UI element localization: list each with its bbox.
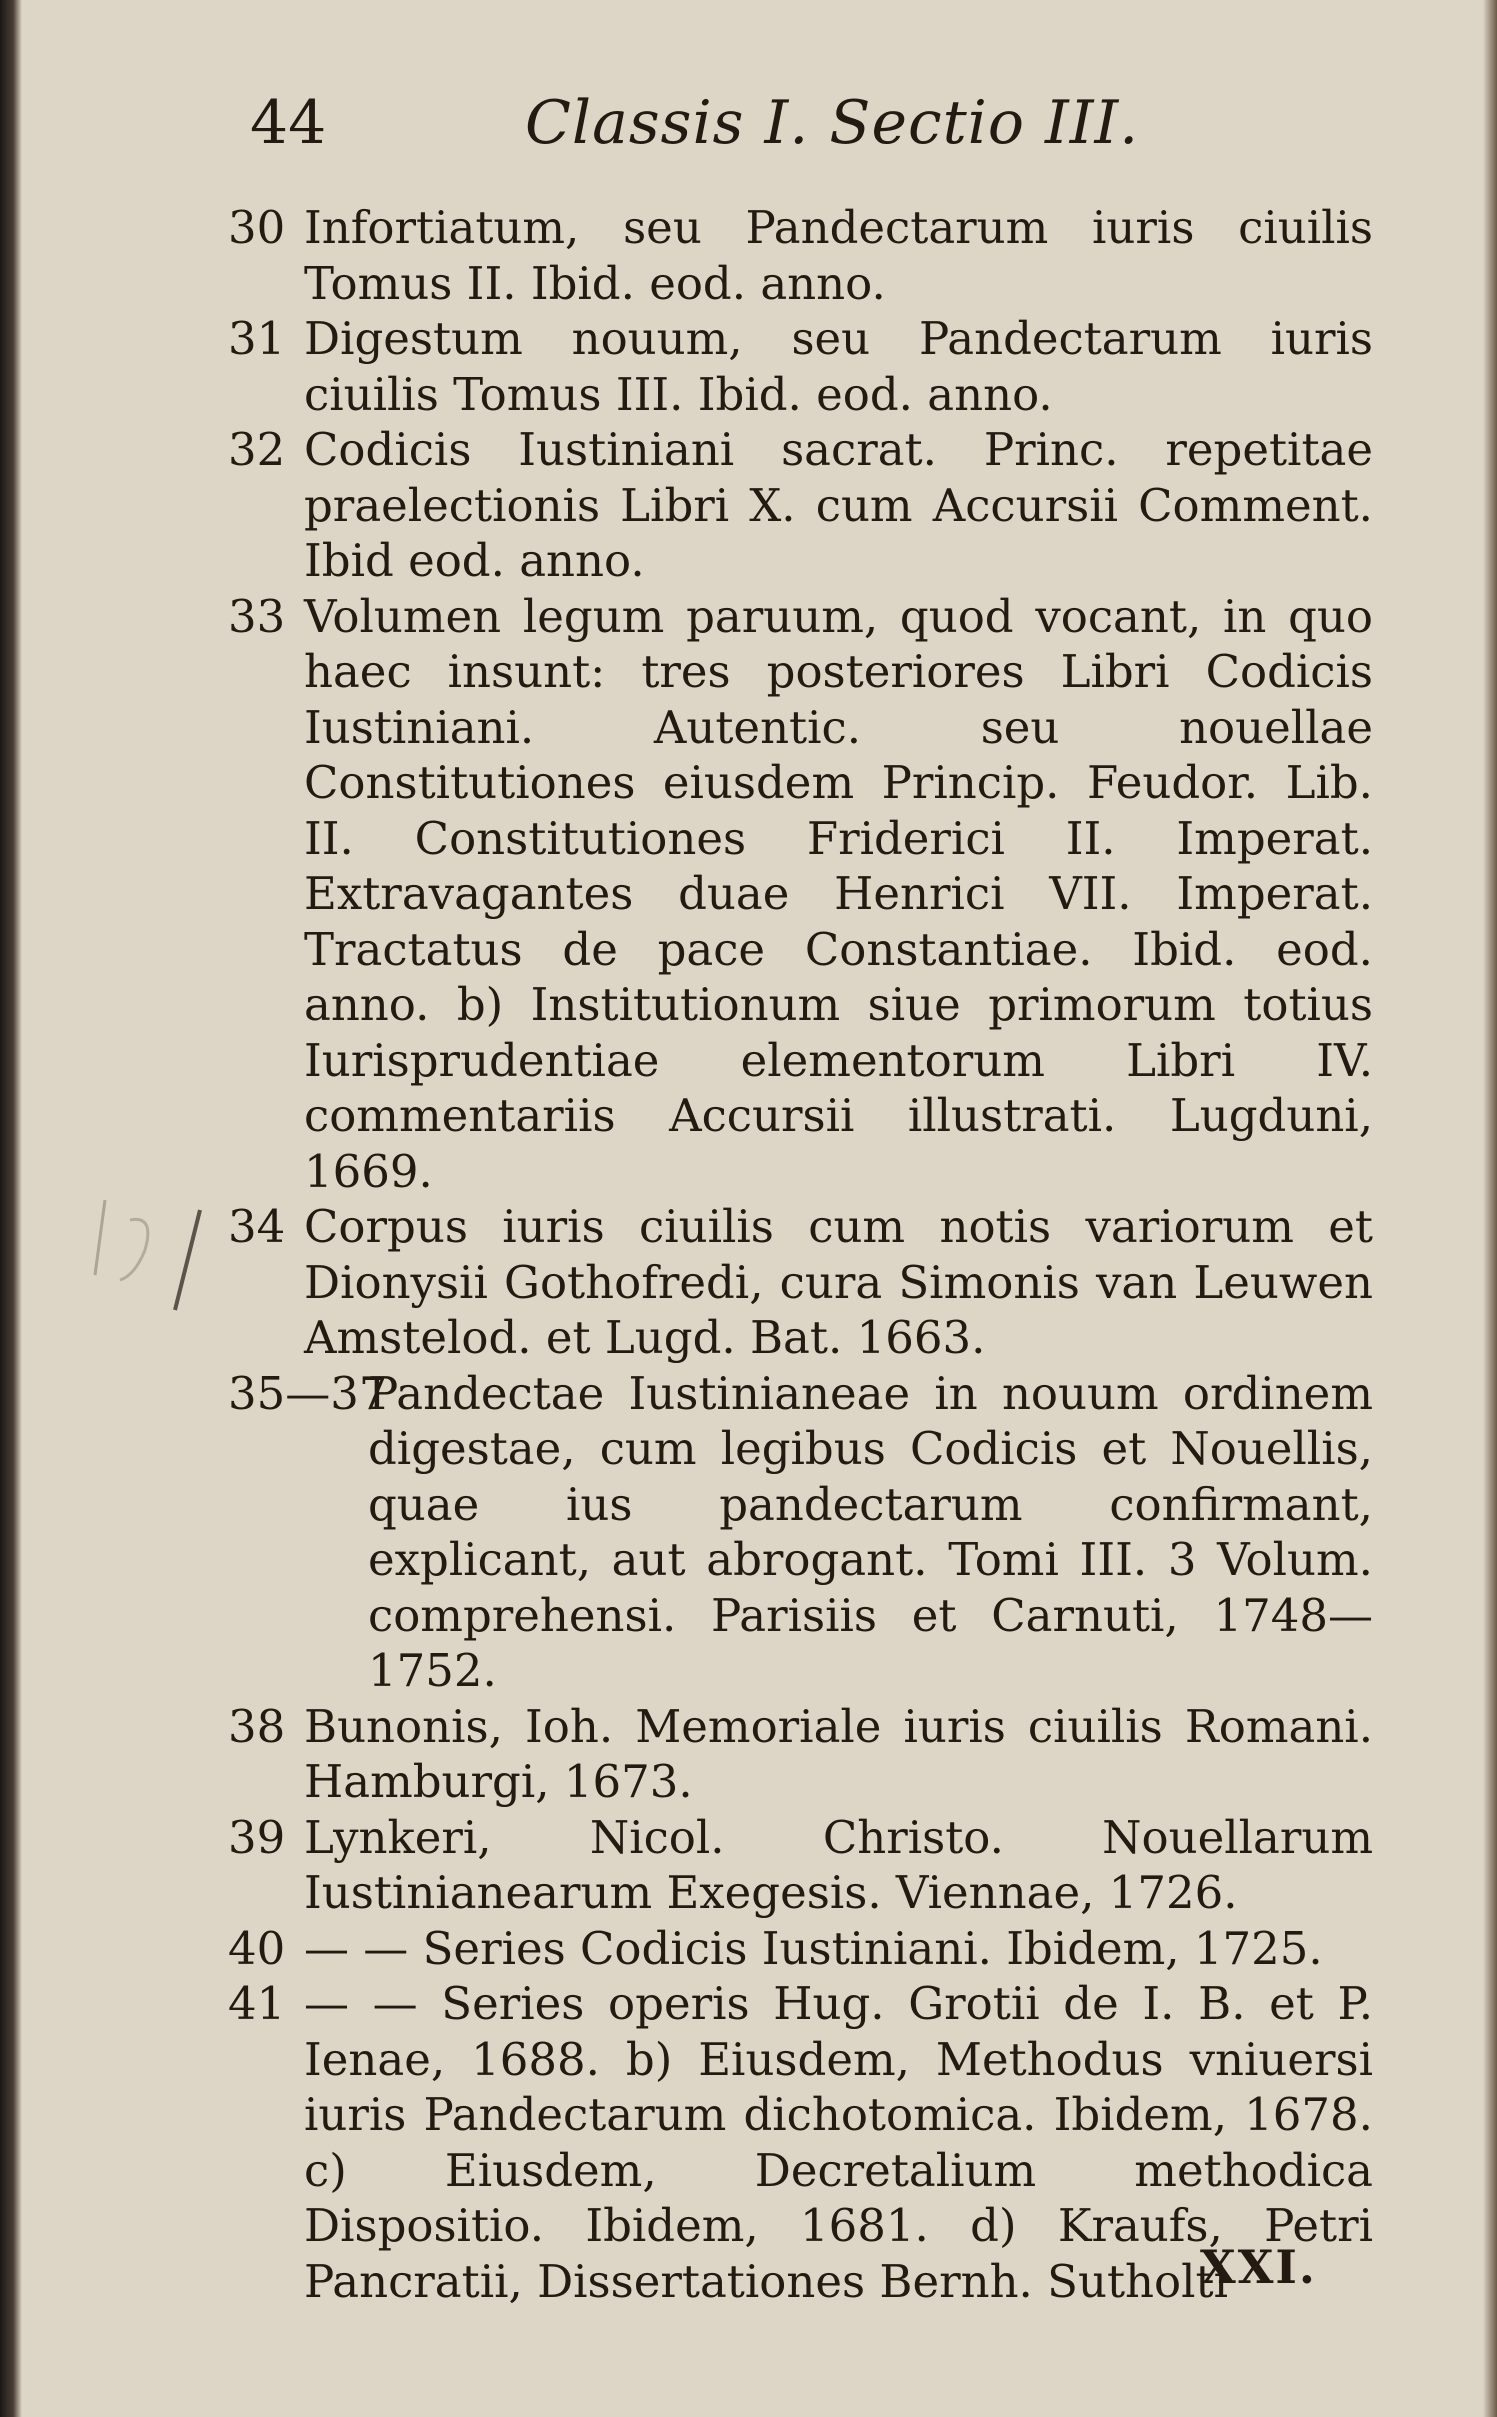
pencil-annotation-mark [35, 1180, 225, 1320]
catalog-entry-35-37 [228, 1366, 1373, 1699]
entry-number: 32 [228, 423, 286, 476]
entry-text: Digestum nouum, seu Pandectarum iuris ciuilis Tomus III. Ibid. eod. anno. [304, 312, 1373, 421]
catalog-entry-39 [228, 1810, 1373, 1921]
catalog-entry-40 [228, 1921, 1373, 1977]
catalog-entry-32 [228, 422, 1373, 589]
entry-text: Codicis Iustiniani sacrat. Princ. repetitae praelectionis Libri X. cum Accursii Comment. Ibid eod. anno. [304, 423, 1373, 587]
page-header [250, 88, 1150, 168]
page-edge [1483, 0, 1497, 2417]
catchword: XXI. [1200, 2240, 1317, 2294]
catalog-entry-34 [228, 1199, 1373, 1366]
page-number: 44 [250, 88, 327, 158]
catalog-entry-31 [228, 311, 1373, 422]
entry-number: 35—37 [228, 1366, 388, 1420]
spine-shadow [0, 0, 22, 2417]
entry-text: Pandectae Iustinianeae in nouum ordinem digestae, cum legibus Codicis et Nouellis, quae ius pandectarum confirmant, explicant, aut abrogant. Tomi III. 3 Volum. comprehensi. Parisiis et Carnuti, 1748—1752. [368, 1366, 1373, 1697]
entry-text: Infortiatum, seu Pandectarum iuris ciuilis Tomus II. Ibid. eod. anno. [304, 201, 1373, 310]
entry-number: 31 [228, 312, 286, 365]
entry-text: Corpus iuris ciuilis cum notis variorum et Dionysii Gothofredi, cura Simonis van Leuwen Amstelod. et Lugd. Bat. 1663. [304, 1200, 1373, 1364]
catalog-entry-38 [228, 1699, 1373, 1810]
running-head: Classis I. Sectio III. [525, 88, 1140, 158]
entry-number: 40 [228, 1921, 286, 1975]
entry-number: 41 [228, 1977, 286, 2030]
entry-number: 34 [228, 1200, 286, 1253]
entry-text: Lynkeri, Nicol. Christo. Nouellarum Iustinianearum Exegesis. Viennae, 1726. [304, 1810, 1373, 1919]
entry-text: — — Series Codicis Iustiniani. Ibidem, 1725. [304, 1921, 1323, 1975]
catalog-entries [228, 200, 1373, 2309]
entry-number: 38 [228, 1699, 286, 1753]
catalog-entry-33 [228, 589, 1373, 1200]
entry-number: 33 [228, 589, 286, 643]
entry-number: 30 [228, 201, 286, 254]
entry-text: — — Series operis Hug. Grotii de I. B. et P. Ienae, 1688. b) Eiusdem, Methodus vniuersi iuris Pandectarum dichotomica. Ibidem, 1678. c) Eiusdem, Decretalium methodica Dispositio. Ibidem, 1681. d) Kraufs, Petri Pancratii, Dissertationes Bernh. Sutholti [304, 1977, 1373, 2308]
entry-text: Bunonis, Ioh. Memoriale iuris ciuilis Romani. Hamburgi, 1673. [304, 1699, 1373, 1808]
catalog-entry-30 [228, 200, 1373, 311]
entry-text: Volumen legum paruum, quod vocant, in quo haec insunt: tres posteriores Libri Codicis Iustiniani. Autentic. seu nouellae Constitutiones eiusdem Princip. Feudor. Lib. II. Constitutiones Friderici II. Imperat. Extravagantes duae Henrici VII. Imperat. Tractatus de pace Constantiae. Ibid. eod. anno. b) Institutionum siue primorum totius Iurisprudentiae elementorum Libri IV. commentariis Accursii illustrati. Lugduni, 1669. [304, 589, 1373, 1198]
entry-number: 39 [228, 1810, 286, 1864]
